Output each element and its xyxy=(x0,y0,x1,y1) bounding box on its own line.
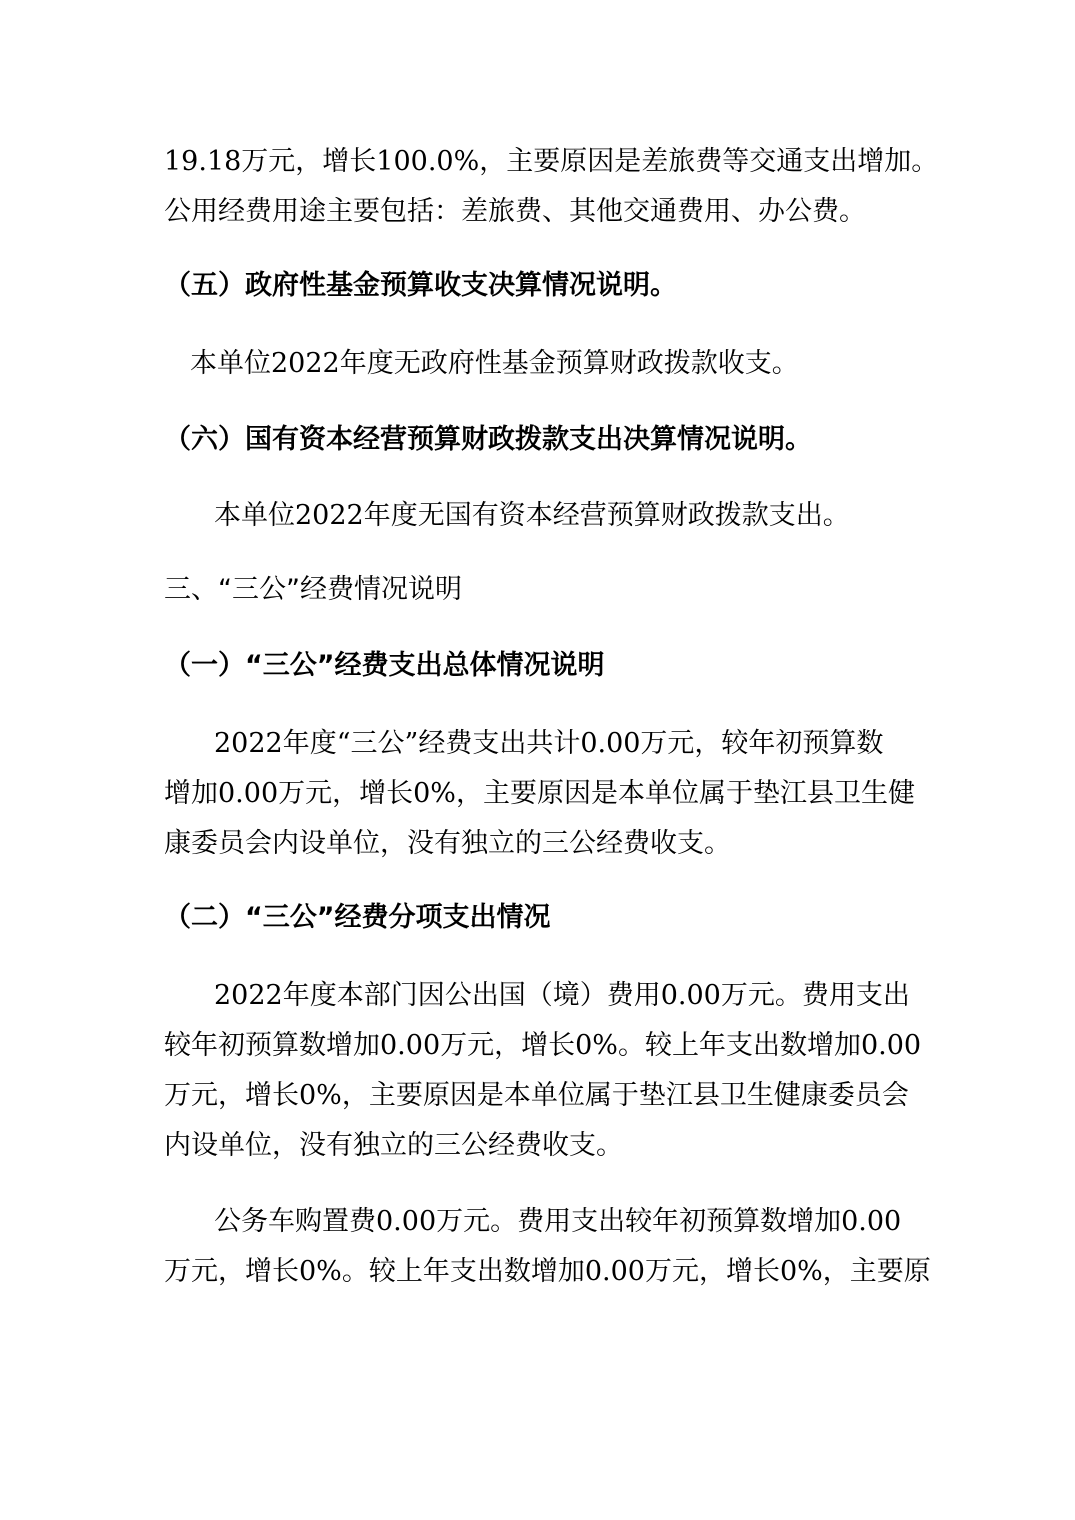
paragraph-line: 万元，增长0%，主要原因是本单位属于垫江县卫生健康委员会 xyxy=(164,1080,909,1111)
section-heading-2: （二）“三公”经费分项支出情况 xyxy=(164,902,551,933)
paragraph-line: 19.18万元，增长100.0%，主要原因是差旅费等交通支出增加。 xyxy=(164,146,939,177)
paragraph-line: 万元，增长0%。较上年支出数增加0.00万元，增长0%，主要原 xyxy=(164,1256,931,1287)
paragraph-line: 增加0.00万元，增长0%，主要原因是本单位属于垫江县卫生健 xyxy=(164,778,915,809)
paragraph-line: 本单位2022年度无国有资本经营预算财政拨款支出。 xyxy=(214,500,850,531)
section-heading-6: （六）国有资本经营预算财政拨款支出决算情况说明。 xyxy=(164,424,812,455)
chapter-heading-3: 三、“三公”经费情况说明 xyxy=(164,574,462,605)
paragraph-line: 康委员会内设单位，没有独立的三公经费收支。 xyxy=(164,828,731,859)
paragraph-line: 公用经费用途主要包括：差旅费、其他交通费用、办公费。 xyxy=(164,196,866,227)
section-heading-1: （一）“三公”经费支出总体情况说明 xyxy=(164,650,605,681)
section-heading-5: （五）政府性基金预算收支决算情况说明。 xyxy=(164,270,677,301)
paragraph-line: 本单位2022年度无政府性基金预算财政拨款收支。 xyxy=(190,348,799,379)
paragraph-line: 公务车购置费0.00万元。费用支出较年初预算数增加0.00 xyxy=(214,1206,902,1237)
paragraph-line: 较年初预算数增加0.00万元，增长0%。较上年支出数增加0.00 xyxy=(164,1030,922,1061)
paragraph-line: 2022年度本部门因公出国（境）费用0.00万元。费用支出 xyxy=(214,980,910,1011)
paragraph-line: 2022年度“三公”经费支出共计0.00万元，较年初预算数 xyxy=(214,728,884,759)
paragraph-line: 内设单位，没有独立的三公经费收支。 xyxy=(164,1130,623,1161)
